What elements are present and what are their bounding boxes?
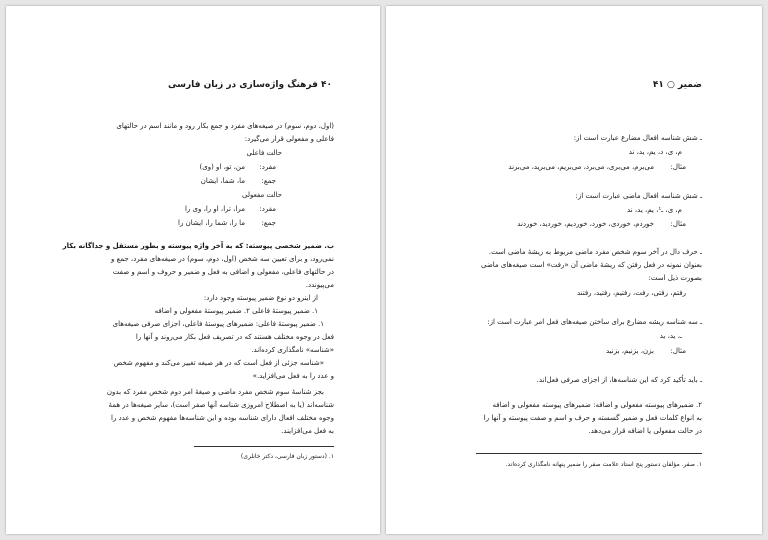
footnote-rule: [476, 453, 702, 454]
right-page: [386, 6, 762, 534]
final-line: به فعل می‌افزایند.: [281, 427, 334, 435]
item1-line: ۱. ضمیر پیوستهٔ فاعلی: ضمیرهای پیوستهٔ فاعلی، اجزای صرفی صیغه‌های: [112, 320, 324, 328]
quote-line: «شناسه جزئی از فعل است که در هر صیغه تغییر می‌کند و مفهوم شخص: [113, 359, 324, 367]
section-b-line: می‌پیوندد.: [305, 281, 334, 289]
page-number: ۴۱: [652, 80, 664, 90]
example-value: خوردم، خوردی، خورد، خوردیم، خوردید، خوردند: [517, 220, 654, 228]
block1-title: ـ شش شناسه افعال مضارع عبارت است از:: [573, 134, 702, 142]
row-value: ما، شما، ایشان: [200, 177, 245, 185]
row-value: ما را، شما را، ایشان را: [178, 219, 245, 227]
block6-line: در حالت مفعولی یا اضافه قرار می‌دهد.: [588, 427, 702, 435]
block4-title: ـ سه شناسه ریشه مضارع برای ساختن صیغه‌های فعل امر عبارت است از:: [487, 318, 702, 326]
block5-line: ـ باید تأکید کرد که این شناسه‌ها، از اجزای صرفی فعل‌اند.: [536, 376, 702, 384]
example-label: مثال:: [670, 163, 686, 171]
types-line: ۱. ضمیر پیوستهٔ فاعلی ۲. ضمیر پیوستهٔ مفعولی و اضافه: [154, 307, 318, 315]
block6-line: ۲. ضمیرهای پیوسته مفعولی و اضافه: ضمیرهای پیوسته مفعولی و اضافه: [492, 401, 702, 409]
page-header: [653, 80, 702, 90]
final-line: وجوه مختلف افعال دارای شناسه بوده و این شناسه‌ها مفهوم شخص و عدد را: [111, 414, 334, 422]
page-header: ۴۰ فرهنگ واژه‌سازی در زبان فارسی: [168, 80, 332, 90]
block2-title: ـ شش شناسه افعال ماضی عبارت است از:: [575, 192, 702, 200]
block4-forms: ـ، ید، ید: [659, 332, 682, 340]
block6-line: به انواع کلمات فعل و ضمیر گسسته و حرف و اسم و صفت پیوسته و آنها را: [483, 414, 702, 422]
final-line: بجز شناسهٔ سوم شخص مفرد ماضی و صیغهٔ امر دوم شخص مفرد که بدون: [106, 388, 324, 396]
row-label: جمع:: [261, 219, 276, 227]
two-types-line: از اینرو دو نوع ضمیر پیوسته وجود دارد:: [203, 294, 318, 302]
block3-line: بعنوان نمونه در فعل رفتن که ریشهٔ ماضی آن «رفت» است صیغه‌های ماضی: [481, 261, 702, 269]
final-line: شناسه‌اند (یا به اصطلاح امروزی شناسه آنها صفر است)، سایر صیغه‌ها در همهٔ: [108, 401, 334, 409]
intro-line: فاعلی و مفعولی قرار می‌گیرد:: [244, 135, 334, 143]
row-label: مفرد:: [259, 205, 276, 213]
object-case-title: حالت مفعولی: [242, 191, 282, 199]
footnote: ۱. (دستور زبان فارسی، دکتر خانلری): [240, 453, 334, 460]
intro-line: (اول، دوم، سوم) در صیغه‌های مفرد و جمع بکار رود و مانند اسم در حالتهای: [116, 122, 334, 130]
item1-line: «شناسه» نامگذاری کرده‌اند.: [251, 346, 334, 354]
section-b-line: نمی‌رود، و برای تعیین سه شخص (اول، دوم، سوم) در صیغه‌های مفرد، جمع و: [111, 255, 334, 263]
block3-example: رفتم، رفتی، رفت، رفتیم، رفتید، رفتند: [576, 289, 686, 297]
block3-line: ـ حرف دال در آخر سوم شخص مفرد ماضی مربوط به ریشهٔ ماضی است.: [488, 248, 702, 256]
example-value: می‌برم، می‌بری، می‌برد، می‌بریم، می‌برید، می‌برند: [508, 163, 654, 171]
example-value: بزن، بزنیم، بزنید: [606, 347, 654, 355]
section-b-line: ب. ضمیر شخصی پیوسته: که به آخر واژه پیوسته و بطور مستقل و جداگانه بکار: [62, 242, 334, 250]
block1-forms: م، ی، د، یم، ید، ند: [628, 148, 682, 156]
quote-line: و عدد را به فعل می‌افزاید.»: [252, 372, 334, 380]
row-value: من، تو، او (وی): [199, 163, 245, 171]
subject-case-title: حالت فاعلی: [246, 149, 282, 157]
example-label: مثال:: [670, 220, 686, 228]
row-label: جمع:: [261, 177, 276, 185]
footnote: ۱. صفر. مؤلفان دستور پنج استاد علامت صفر را ضمیر پنهانه نامگذاری کرده‌اند.: [505, 461, 702, 468]
example-label: مثال:: [670, 347, 686, 355]
footnote-rule: [194, 446, 334, 447]
left-page: [6, 6, 380, 534]
row-value: مرا، ترا، او را، وی را: [184, 205, 245, 213]
circle-ornament-icon: ○: [666, 80, 675, 90]
row-label: مفرد:: [259, 163, 276, 171]
header-title: ضمیر: [677, 80, 702, 90]
block2-forms: م، ی، ـ¹، یم، ید، ند: [627, 206, 682, 214]
section-b-line: در حالتهای فاعلی، مفعولی و اضافی به فعل و ضمیر و حروف و اسم و صفت: [112, 268, 334, 276]
block3-line: بصورت ذیل است:: [648, 274, 702, 282]
item1-line: فعل در وجوه مختلف هستند که در تصریف فعل بکار می‌روند و آنها را: [135, 333, 334, 341]
